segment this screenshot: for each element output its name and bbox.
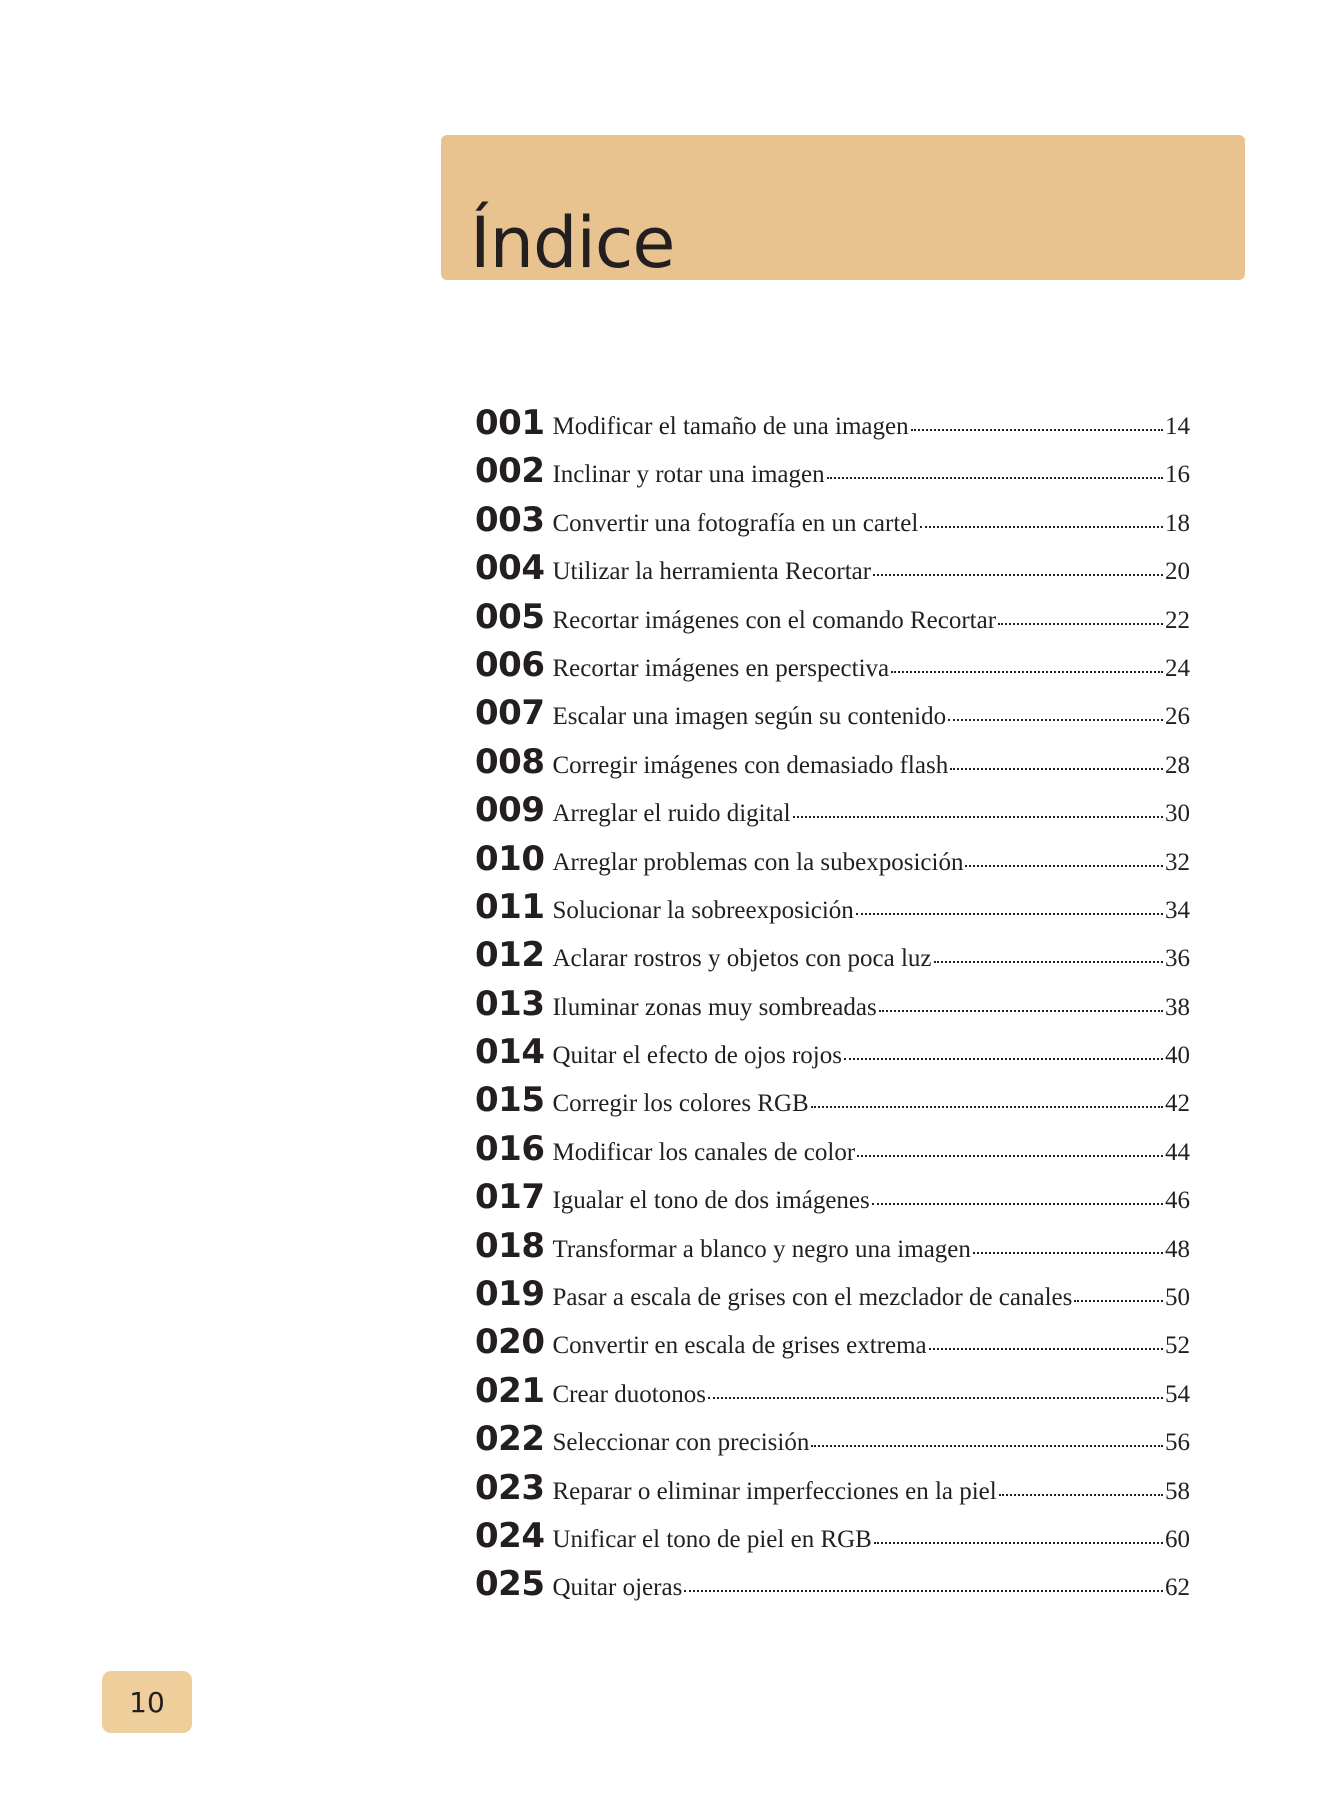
toc-entry-title: Iluminar zonas muy sombreadas [552, 993, 877, 1021]
title-banner [441, 135, 1245, 284]
toc-entry-number: 005 [475, 596, 545, 637]
toc-entry-title: Recortar imágenes en perspectiva [552, 654, 890, 682]
toc-entry[interactable] [475, 984, 1190, 1032]
toc-dot-leader [950, 767, 1163, 770]
toc-entry-number: 014 [475, 1032, 545, 1073]
toc-entry[interactable] [475, 1419, 1190, 1467]
toc-entry[interactable] [475, 1226, 1190, 1274]
toc-entry[interactable] [475, 403, 1190, 451]
toc-entry-page: 50 [1165, 1284, 1190, 1312]
toc-entry[interactable] [475, 1468, 1190, 1516]
toc-entry-number: 021 [475, 1370, 545, 1411]
toc-entry[interactable] [475, 597, 1190, 645]
toc-entry-number: 017 [475, 1177, 545, 1218]
toc-dot-leader [1074, 1299, 1163, 1302]
toc-entry-number: 012 [475, 935, 545, 976]
page-title: Índice [470, 202, 675, 284]
toc-dot-leader [827, 476, 1163, 479]
toc-entry-number: 003 [475, 499, 545, 540]
toc-entry-page: 30 [1165, 800, 1190, 828]
toc-entry[interactable] [475, 1274, 1190, 1322]
toc-entry-page: 46 [1165, 1187, 1190, 1215]
page-number-badge [102, 1671, 192, 1733]
toc-entry-number: 008 [475, 741, 545, 782]
toc-entry-page: 60 [1165, 1525, 1190, 1553]
toc-entry-title: Recortar imágenes con el comando Recortar [552, 606, 997, 634]
toc-entry-title: Crear duotonos [552, 1380, 706, 1408]
toc-entry-page: 34 [1165, 896, 1190, 924]
toc-entry-title: Utilizar la herramienta Recortar [552, 558, 872, 586]
toc-entry-page: 40 [1165, 1042, 1190, 1070]
toc-dot-leader [873, 573, 1163, 576]
toc-dot-leader [948, 718, 1163, 721]
toc-entry-page: 28 [1165, 751, 1190, 779]
toc-entry-page: 48 [1165, 1235, 1190, 1263]
toc-dot-leader [920, 525, 1163, 528]
toc-entry[interactable] [475, 548, 1190, 596]
table-of-contents [475, 403, 1190, 1613]
toc-entry-number: 004 [475, 548, 545, 589]
toc-entry[interactable] [475, 1080, 1190, 1128]
toc-entry-number: 019 [475, 1274, 545, 1315]
toc-dot-leader [911, 428, 1163, 431]
toc-dot-leader [965, 864, 1163, 867]
toc-dot-leader [934, 960, 1163, 963]
toc-entry-page: 26 [1165, 703, 1190, 731]
toc-entry-number: 007 [475, 693, 545, 734]
toc-entry[interactable] [475, 790, 1190, 838]
toc-entry-page: 58 [1165, 1477, 1190, 1505]
toc-dot-leader [684, 1589, 1163, 1592]
toc-entry-number: 009 [475, 790, 545, 831]
toc-entry-number: 001 [475, 403, 545, 443]
toc-dot-leader [973, 1251, 1163, 1254]
toc-entry-title: Modificar los canales de color [552, 1138, 856, 1166]
toc-entry-number: 025 [475, 1564, 545, 1605]
toc-entry-page: 62 [1165, 1574, 1190, 1602]
toc-entry-page: 14 [1165, 413, 1190, 440]
toc-entry-title: Convertir en escala de grises extrema [552, 1332, 927, 1360]
toc-entry-page: 54 [1165, 1380, 1190, 1408]
toc-entry[interactable] [475, 935, 1190, 983]
toc-entry[interactable] [475, 1322, 1190, 1370]
toc-dot-leader [998, 622, 1163, 625]
toc-entry[interactable] [475, 1032, 1190, 1080]
toc-entry-title: Igualar el tono de dos imágenes [552, 1187, 870, 1215]
toc-entry-number: 022 [475, 1419, 545, 1460]
toc-entry-title: Solucionar la sobreexposición [552, 896, 854, 924]
toc-entry-page: 56 [1165, 1429, 1190, 1457]
toc-entry[interactable] [475, 887, 1190, 935]
toc-entry[interactable] [475, 1371, 1190, 1419]
toc-dot-leader [891, 670, 1163, 673]
toc-entry-title: Seleccionar con precisión [552, 1429, 810, 1457]
toc-entry-number: 002 [475, 451, 545, 492]
toc-dot-leader [793, 815, 1163, 818]
toc-entry[interactable] [475, 1564, 1190, 1612]
toc-entry-number: 020 [475, 1322, 545, 1363]
toc-entry-title: Corregir imágenes con demasiado flash [552, 751, 949, 779]
toc-entry[interactable] [475, 839, 1190, 887]
toc-dot-leader [879, 1009, 1163, 1012]
toc-dot-leader [929, 1347, 1163, 1350]
toc-dot-leader [811, 1444, 1163, 1447]
toc-entry-page: 18 [1165, 509, 1190, 537]
toc-dot-leader [844, 1057, 1163, 1060]
toc-entry-page: 32 [1165, 848, 1190, 876]
toc-entry-title: Transformar a blanco y negro una imagen [552, 1235, 971, 1263]
toc-entry-number: 018 [475, 1225, 545, 1266]
toc-dot-leader [874, 1541, 1163, 1544]
toc-entry-page: 42 [1165, 1090, 1190, 1118]
toc-entry[interactable] [475, 1177, 1190, 1225]
toc-entry-number: 024 [475, 1515, 545, 1556]
toc-entry-number: 010 [475, 838, 545, 879]
toc-entry[interactable] [475, 1129, 1190, 1177]
toc-entry-title: Pasar a escala de grises con el mezclador de canales [552, 1284, 1073, 1312]
toc-entry-title: Unificar el tono de piel en RGB [552, 1525, 872, 1553]
toc-entry-page: 24 [1165, 654, 1190, 682]
toc-entry-title: Arreglar el ruido digital [552, 800, 791, 828]
toc-entry-title: Inclinar y rotar una imagen [552, 461, 825, 489]
toc-entry[interactable] [475, 1516, 1190, 1564]
toc-entry[interactable] [475, 742, 1190, 790]
toc-dot-leader [856, 912, 1163, 915]
toc-entry-number: 016 [475, 1128, 545, 1169]
toc-dot-leader [857, 1154, 1163, 1157]
toc-entry-page: 44 [1165, 1138, 1190, 1166]
toc-dot-leader [999, 1493, 1163, 1496]
toc-dot-leader [811, 1105, 1163, 1108]
toc-entry-number: 011 [475, 886, 545, 927]
toc-entry-page: 36 [1165, 945, 1190, 973]
toc-entry-page: 16 [1165, 461, 1190, 489]
toc-entry-number: 013 [475, 983, 545, 1024]
toc-entry-title: Arreglar problemas con la subexposición [552, 848, 964, 876]
toc-entry-title: Corregir los colores RGB [552, 1090, 809, 1118]
toc-entry-title: Escalar una imagen según su contenido [552, 703, 947, 731]
toc-entry-page: 20 [1165, 558, 1190, 586]
toc-dot-leader [872, 1202, 1163, 1205]
toc-entry-title: Quitar ojeras [552, 1574, 683, 1602]
toc-entry-title: Reparar o eliminar imperfecciones en la piel [552, 1477, 997, 1505]
toc-entry-title: Modificar el tamaño de una imagen [552, 413, 909, 440]
toc-entry[interactable] [475, 645, 1190, 693]
toc-entry-number: 015 [475, 1080, 545, 1121]
toc-entry-page: 22 [1165, 606, 1190, 634]
toc-entry-title: Convertir una fotografía en un cartel [552, 509, 919, 537]
toc-entry[interactable] [475, 693, 1190, 741]
toc-entry-title: Quitar el efecto de ojos rojos [552, 1042, 842, 1070]
page-number: 10 [129, 1685, 165, 1719]
toc-entry-page: 52 [1165, 1332, 1190, 1360]
toc-entry-number: 023 [475, 1467, 545, 1508]
toc-dot-leader [708, 1396, 1163, 1399]
toc-entry[interactable] [475, 500, 1190, 548]
toc-entry-title: Aclarar rostros y objetos con poca luz [552, 945, 932, 973]
toc-entry-number: 006 [475, 644, 545, 685]
toc-entry[interactable] [475, 451, 1190, 499]
toc-entry-page: 38 [1165, 993, 1190, 1021]
